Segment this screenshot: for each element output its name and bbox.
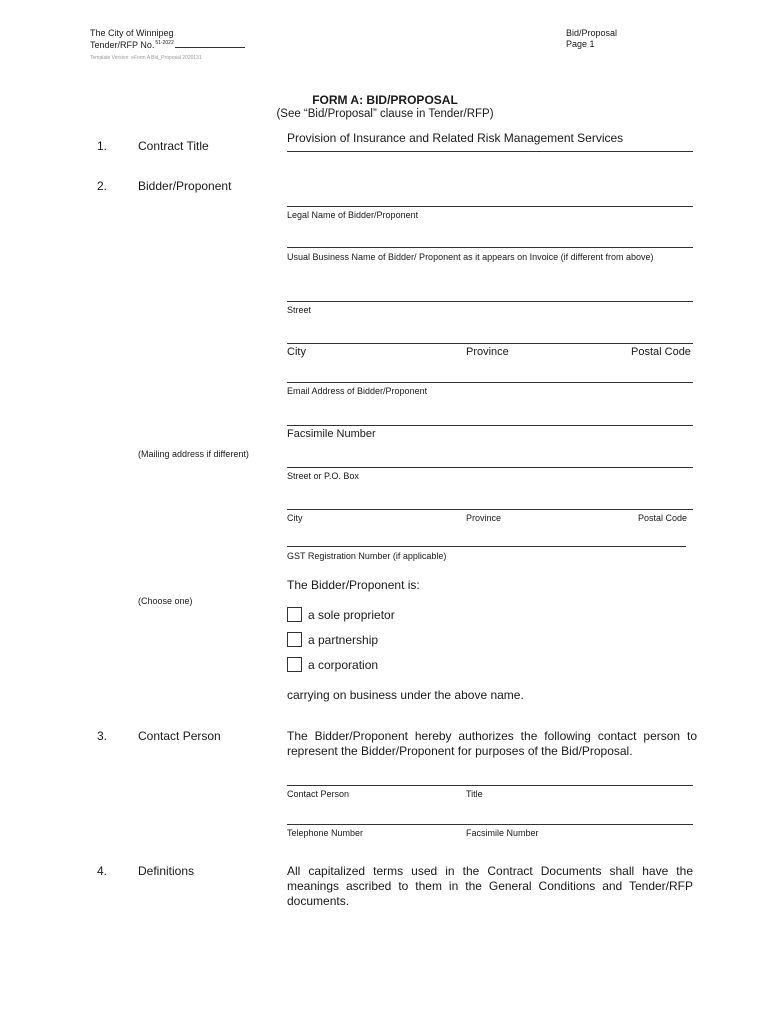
bidder-is-label: The Bidder/Proponent is: <box>287 578 420 592</box>
contact-title-caption: Title <box>466 789 483 799</box>
tender-number-blank <box>175 39 245 48</box>
city-name: The City of Winnipeg <box>90 28 174 38</box>
email-field[interactable] <box>287 382 693 383</box>
province-caption: Province <box>466 346 509 358</box>
carrying-on-business: carrying on business under the above name. <box>287 688 524 702</box>
tender-number <box>90 39 245 53</box>
telephone-caption: Telephone Number <box>287 828 364 838</box>
contact-person-field[interactable] <box>287 785 693 786</box>
gst-caption: GST Registration Number (if applicable) <box>287 551 447 561</box>
definitions-text: All capitalized terms used in the Contract Documents shall have the meanings ascribed to them in the General Conditions and Tender/RFP documents. <box>287 864 693 908</box>
section-2-label: Bidder/Proponent <box>138 179 232 193</box>
city-caption: City <box>287 346 306 358</box>
page-number: Page 1 <box>566 39 595 49</box>
section-3-number: 3. <box>97 729 108 743</box>
contact-person-caption: Contact Person <box>287 789 350 799</box>
section-1-number: 1. <box>97 139 108 153</box>
email-caption: Email Address of Bidder/Proponent <box>287 386 428 396</box>
partnership-checkbox[interactable] <box>287 632 302 647</box>
telephone-field[interactable] <box>287 824 693 825</box>
contract-title-value: Provision of Insurance and Related Risk Management Services <box>287 131 624 145</box>
section-3-label: Contact Person <box>138 729 221 743</box>
gst-field[interactable] <box>287 546 686 547</box>
tender-label: Tender/RFP No. <box>90 40 155 50</box>
contract-title-line[interactable] <box>287 151 693 152</box>
sole-proprietor-checkbox[interactable] <box>287 607 302 622</box>
street-caption: Street <box>287 305 312 315</box>
section-4-label: Definitions <box>138 864 195 878</box>
mail-province-caption: Province <box>466 513 502 523</box>
choose-one-note: (Choose one) <box>138 596 193 606</box>
partnership-label: a partnership <box>308 633 379 647</box>
contact-fax-caption: Facsimile Number <box>466 828 539 838</box>
tender-number-value: 51-2022 <box>155 40 174 46</box>
form-subtitle: (See “Bid/Proposal” clause in Tender/RFP) <box>276 108 494 120</box>
fax-caption: Facsimile Number <box>287 428 376 440</box>
mail-street-field[interactable] <box>287 467 693 468</box>
mail-city-field[interactable] <box>287 509 693 510</box>
section-1-label: Contract Title <box>138 139 209 153</box>
fax-field[interactable] <box>287 425 693 426</box>
mail-city-caption: City <box>287 513 303 523</box>
sole-proprietor-label: a sole proprietor <box>308 608 395 622</box>
legal-name-field[interactable] <box>287 206 693 207</box>
postal-code-caption: Postal Code <box>631 346 691 358</box>
corporation-checkbox[interactable] <box>287 657 302 672</box>
usual-name-field[interactable] <box>287 247 693 248</box>
doc-type: Bid/Proposal <box>566 28 618 38</box>
form-title: FORM A: BID/PROPOSAL <box>312 93 458 107</box>
street-field[interactable] <box>287 301 693 302</box>
contact-authorization-text: The Bidder/Proponent hereby authorizes the following contact person to represent the Bidder/Proponent for purposes of the Bid/Proposal. <box>287 729 697 758</box>
section-2-number: 2. <box>97 179 108 193</box>
mailing-address-note: (Mailing address if different) <box>138 449 249 459</box>
section-4-number: 4. <box>97 864 108 878</box>
corporation-label: a corporation <box>308 658 379 672</box>
mail-postal-caption: Postal Code <box>638 513 688 523</box>
usual-name-caption: Usual Business Name of Bidder/ Proponent as it appears on Invoice (if different from above) <box>287 252 654 262</box>
city-field[interactable] <box>287 343 693 344</box>
template-version: Template Version: eForm A Bid_Proposal 2020131 <box>90 55 202 61</box>
mail-street-caption: Street or P.O. Box <box>287 471 359 481</box>
legal-name-caption: Legal Name of Bidder/Proponent <box>287 210 419 220</box>
